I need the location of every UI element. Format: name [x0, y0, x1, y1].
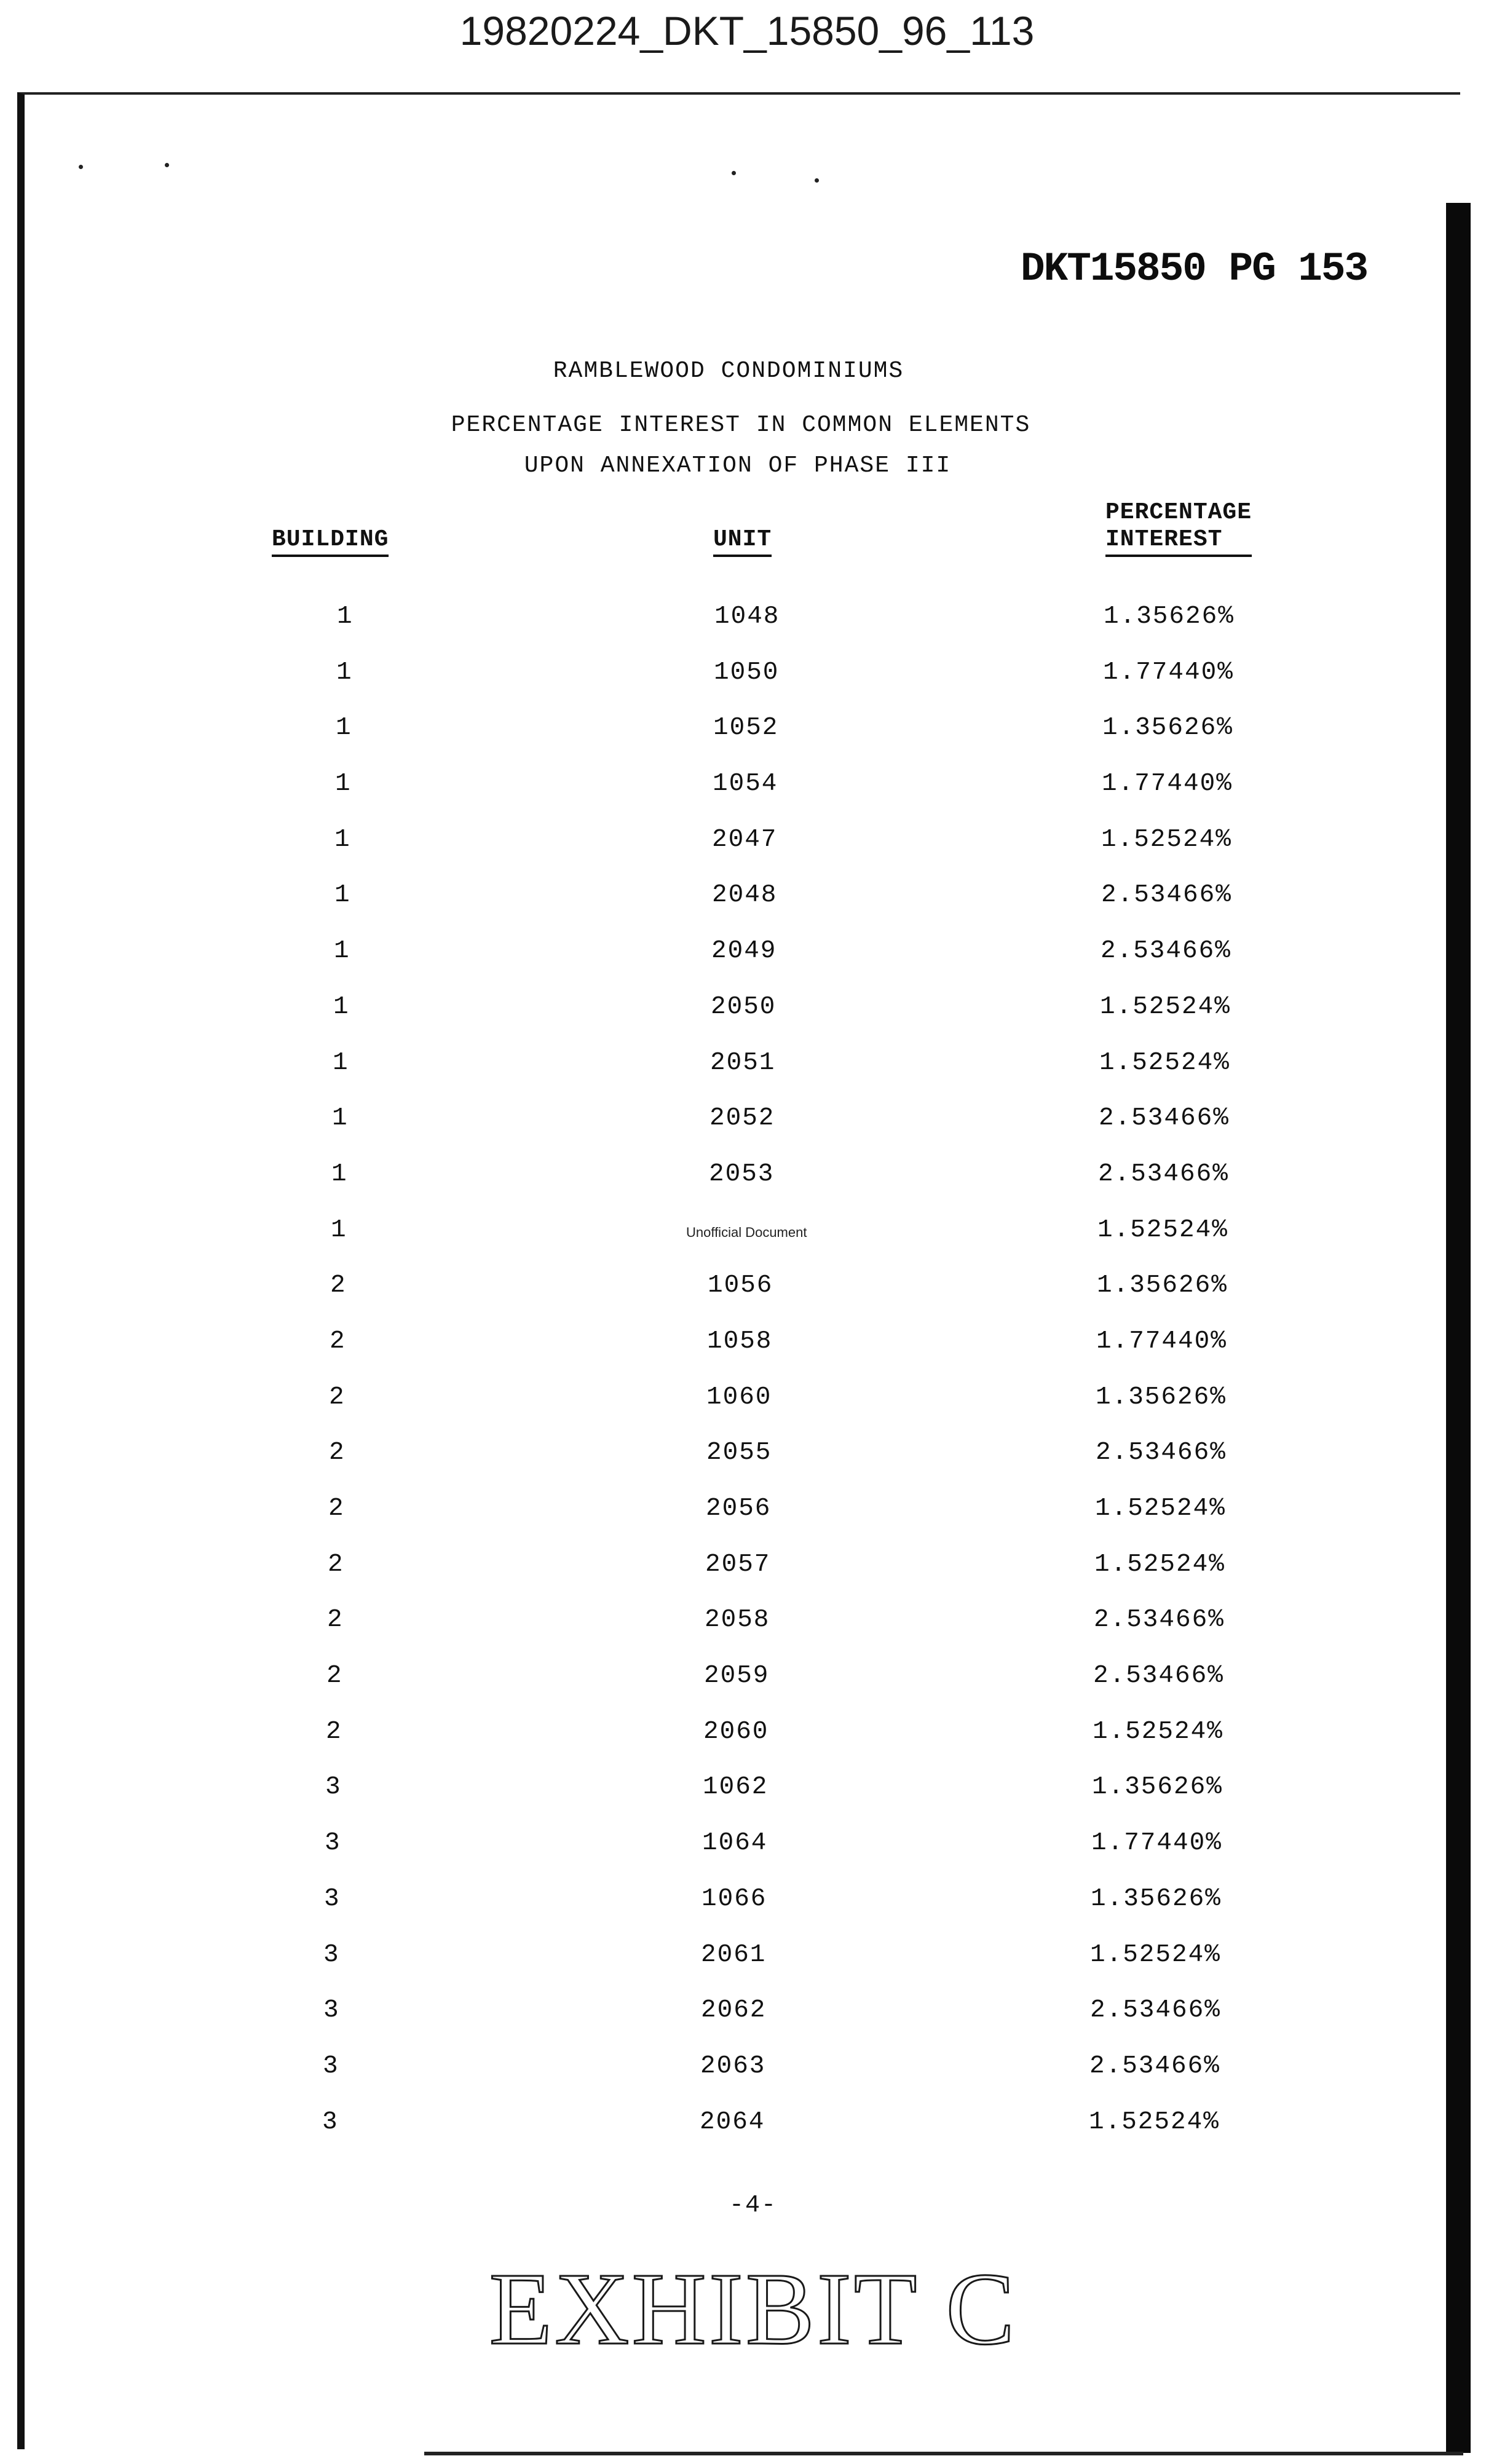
percentage-cell: 1.35626%: [1102, 714, 1233, 743]
document-subtitle-2: UPON ANNEXATION OF PHASE III: [524, 452, 952, 479]
table-row: [0, 714, 1494, 770]
building-cell: 3: [324, 1884, 341, 1913]
percentage-cell: 1.52524%: [1097, 1215, 1228, 1244]
unit-cell: 1056: [708, 1271, 773, 1300]
percentage-cell: 2.53466%: [1099, 1104, 1230, 1133]
unit-cell: 1058: [707, 1327, 773, 1356]
table-row: [0, 2052, 1494, 2108]
building-cell: 2: [326, 1717, 342, 1746]
building-cell: 1: [337, 602, 354, 631]
unit-cell: 1064: [702, 1829, 768, 1858]
unit-cell: 2061: [701, 1940, 767, 1969]
percentage-cell: 1.52524%: [1089, 2107, 1220, 2136]
interest-table: [0, 602, 1494, 2163]
percentage-cell: 2.53466%: [1094, 1606, 1225, 1635]
building-cell: 1: [331, 1159, 348, 1188]
unit-cell: 2059: [704, 1662, 770, 1691]
percentage-cell: 2.53466%: [1090, 1996, 1221, 2025]
percentage-cell: 1.77440%: [1102, 770, 1233, 799]
percentage-cell: 1.35626%: [1091, 1884, 1222, 1913]
percentage-cell: 2.53466%: [1093, 1662, 1224, 1691]
scan-speck: [732, 171, 736, 175]
percentage-cell: 1.52524%: [1101, 825, 1232, 854]
percentage-cell: 1.52524%: [1094, 1550, 1225, 1579]
watermark: Unofficial Document: [686, 1225, 807, 1240]
table-row: [0, 770, 1494, 826]
building-cell: 2: [328, 1550, 344, 1579]
unit-cell: 2062: [701, 1996, 767, 2025]
unit-cell: 2057: [705, 1550, 771, 1579]
building-cell: 2: [330, 1327, 346, 1356]
percentage-cell: 2.53466%: [1098, 1159, 1229, 1188]
unit-cell: 2047: [712, 825, 778, 854]
unit-cell: 1060: [706, 1383, 772, 1412]
percentage-cell: 1.52524%: [1090, 1940, 1221, 1969]
table-row: [0, 1049, 1494, 1105]
unit-cell: 2064: [700, 2107, 765, 2136]
building-cell: 1: [333, 992, 350, 1021]
column-header-building: BUILDING: [272, 526, 389, 557]
building-cell: 1: [335, 770, 352, 799]
table-row: [0, 1996, 1494, 2052]
percentage-cell: 1.77440%: [1091, 1829, 1222, 1858]
building-cell: 1: [334, 937, 350, 966]
table-row: [0, 1718, 1494, 1774]
building-cell: 1: [336, 658, 353, 687]
file-header: 19820224_DKT_15850_96_113: [459, 8, 1035, 53]
table-row: [0, 1662, 1494, 1718]
building-cell: 1: [334, 825, 351, 854]
unit-cell: 1048: [714, 602, 780, 631]
percentage-cell: 1.35626%: [1096, 1383, 1227, 1412]
document-title: RAMBLEWOOD CONDOMINIUMS: [553, 358, 904, 384]
column-header-percentage: [1105, 499, 1252, 557]
table-row: [0, 1941, 1494, 1997]
column-header-percentage-line1: PERCENTAGE: [1105, 499, 1252, 526]
table-row: [0, 1383, 1494, 1439]
percentage-cell: 1.35626%: [1097, 1271, 1228, 1300]
page-number: -4-: [729, 2192, 777, 2219]
building-cell: 2: [328, 1495, 345, 1523]
building-cell: 1: [331, 1215, 347, 1244]
unit-cell: 2049: [711, 937, 777, 966]
percentage-cell: 2.53466%: [1089, 2051, 1220, 2080]
unit-cell: 1054: [713, 770, 778, 799]
table-row: [0, 1885, 1494, 1941]
table-row: [0, 1495, 1494, 1550]
table-row: [0, 658, 1494, 714]
table-row: [0, 993, 1494, 1049]
table-row: [0, 937, 1494, 993]
table-row: [0, 1773, 1494, 1829]
exhibit-label: EXHIBIT C: [489, 2252, 1018, 2366]
unit-cell: 2058: [705, 1606, 770, 1635]
percentage-cell: 1.52524%: [1099, 1048, 1230, 1077]
document-subtitle: PERCENTAGE INTEREST IN COMMON ELEMENTS: [451, 412, 1031, 438]
column-header-percentage-line2: INTEREST: [1105, 526, 1223, 553]
unit-cell: 2051: [710, 1048, 776, 1077]
building-cell: 1: [333, 1048, 349, 1077]
building-cell: 1: [336, 714, 352, 743]
percentage-cell: 2.53466%: [1096, 1439, 1227, 1467]
table-row: [0, 1104, 1494, 1160]
percentage-cell: 1.52524%: [1095, 1495, 1226, 1523]
building-cell: 2: [327, 1606, 344, 1635]
table-row: [0, 826, 1494, 882]
building-cell: 2: [326, 1662, 343, 1691]
building-cell: 3: [323, 2051, 339, 2080]
unit-cell: 2048: [712, 881, 778, 910]
building-cell: 1: [334, 881, 351, 910]
unit-cell: 2056: [706, 1495, 772, 1523]
scan-speck: [79, 165, 83, 169]
building-cell: 3: [323, 1940, 340, 1969]
building-cell: 3: [322, 2107, 339, 2136]
scan-speck: [165, 163, 169, 167]
table-row: [0, 1550, 1494, 1606]
percentage-cell: 1.35626%: [1104, 602, 1235, 631]
building-cell: 3: [323, 1996, 340, 2025]
unit-cell: 1052: [713, 714, 779, 743]
table-row: [0, 602, 1494, 658]
scan-bottom-line: [424, 2452, 1463, 2455]
table-row: [0, 1160, 1494, 1216]
percentage-cell: 1.52524%: [1093, 1717, 1223, 1746]
unit-cell: 2050: [711, 992, 777, 1021]
percentage-cell: 2.53466%: [1101, 937, 1231, 966]
unit-cell: 2053: [709, 1159, 775, 1188]
percentage-cell: 1.77440%: [1103, 658, 1234, 687]
table-row: [0, 1439, 1494, 1495]
table-row: [0, 881, 1494, 937]
unit-cell: 1050: [714, 658, 780, 687]
scan-speck: [815, 178, 819, 183]
table-row: [0, 1829, 1494, 1885]
unit-cell: 1062: [703, 1773, 769, 1802]
building-cell: 3: [325, 1829, 341, 1858]
table-row: [0, 1606, 1494, 1662]
table-row: [0, 1327, 1494, 1383]
percentage-cell: 1.77440%: [1096, 1327, 1227, 1356]
percentage-cell: 2.53466%: [1101, 881, 1232, 910]
building-cell: 2: [329, 1383, 346, 1412]
unit-cell: 2063: [700, 2051, 766, 2080]
column-header-unit: UNIT: [713, 526, 772, 557]
table-row: [0, 2108, 1494, 2164]
unit-cell: 2060: [703, 1717, 769, 1746]
unit-cell: 1066: [702, 1884, 767, 1913]
building-cell: 2: [330, 1271, 347, 1300]
percentage-cell: 1.52524%: [1100, 992, 1231, 1021]
building-cell: 2: [329, 1439, 346, 1467]
unit-cell: 2052: [709, 1104, 775, 1133]
building-cell: 1: [332, 1104, 349, 1133]
table-row: [0, 1271, 1494, 1327]
percentage-cell: 1.35626%: [1092, 1773, 1223, 1802]
building-cell: 3: [325, 1773, 342, 1802]
unit-cell: 2055: [706, 1439, 772, 1467]
docket-stamp: DKT15850 PG 153: [1021, 246, 1368, 292]
